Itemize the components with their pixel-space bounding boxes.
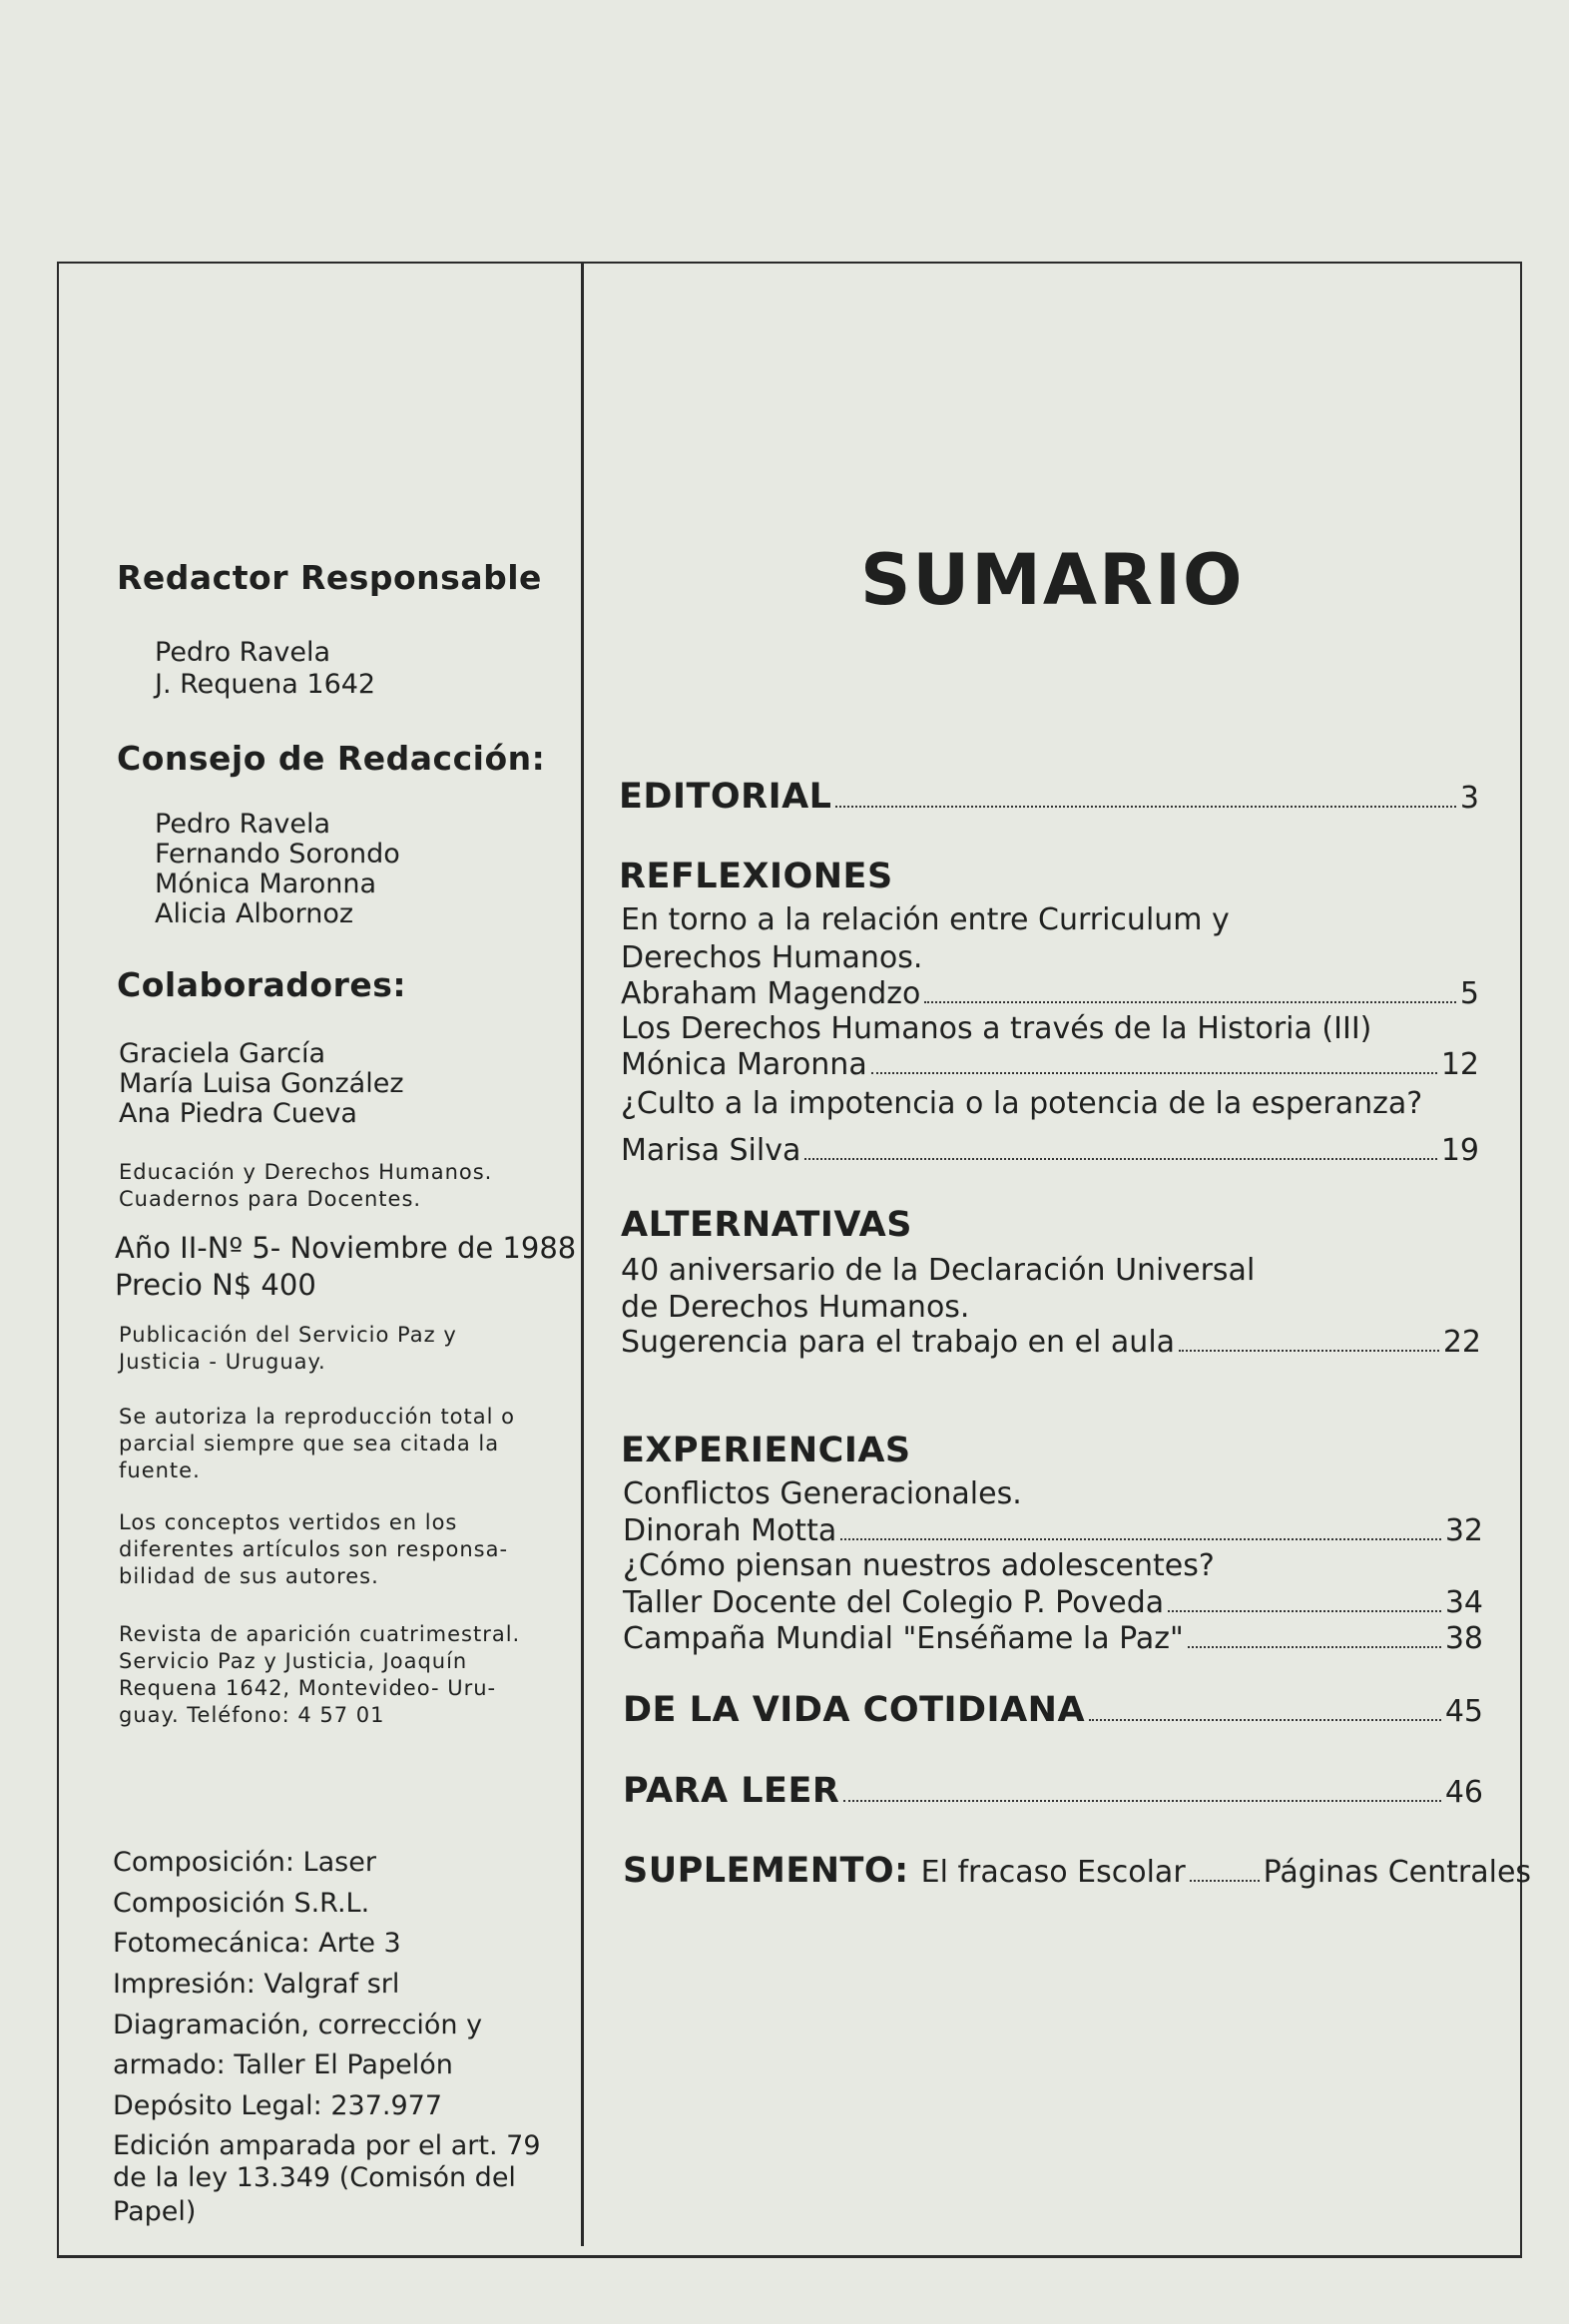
article-title: Derechos Humanos.	[621, 940, 923, 975]
dot-leader	[1188, 1646, 1441, 1648]
page-number: 34	[1444, 1585, 1483, 1620]
contact-info: guay. Teléfono: 4 57 01	[119, 1703, 385, 1727]
credits-line: Diagramación, corrección y	[113, 2010, 483, 2040]
article-author: Mónica Maronna	[621, 1047, 867, 1082]
toc-entry[interactable]	[623, 1585, 1483, 1621]
credits-line: de la ley 13.349 (Comisón del	[113, 2162, 516, 2193]
toc-vida-cotidiana[interactable]	[623, 1690, 1483, 1730]
dot-leader	[843, 1800, 1440, 1802]
toc-entry[interactable]	[623, 1621, 1483, 1657]
article-author: Marisa Silva	[621, 1133, 801, 1168]
consejo-member: Pedro Ravela	[155, 809, 331, 840]
toc-suplemento[interactable]	[623, 1851, 1532, 1891]
suplemento-pages: Páginas Centrales	[1263, 1855, 1532, 1890]
section-label: EDITORIAL	[619, 777, 832, 817]
colaboradores-heading: Colaboradores:	[117, 965, 407, 1004]
page-number: 12	[1440, 1047, 1479, 1082]
page-number: 22	[1442, 1325, 1481, 1360]
experiencias-heading: EXPERIENCIAS	[621, 1431, 911, 1470]
section-label: PARA LEER	[623, 1771, 840, 1811]
article-title: ¿Cómo piensan nuestros adolescentes?	[623, 1548, 1215, 1583]
toc-entry[interactable]	[621, 1325, 1481, 1361]
alternativas-heading: ALTERNATIVAS	[621, 1205, 912, 1245]
dot-leader	[1190, 1880, 1260, 1882]
section-label: DE LA VIDA COTIDIANA	[623, 1690, 1086, 1730]
page-number: 5	[1459, 976, 1479, 1011]
page-number: 32	[1444, 1513, 1483, 1548]
dot-leader	[804, 1158, 1436, 1160]
opinion-disclaimer: Los conceptos vertidos en los	[119, 1510, 458, 1534]
publisher-line: Publicación del Servicio Paz y	[119, 1323, 457, 1347]
article-title: En torno a la relación entre Curriculum y	[621, 902, 1230, 937]
consejo-member: Alicia Albornoz	[155, 898, 354, 929]
credits-line: Impresión: Valgraf srl	[113, 1969, 400, 2000]
credits-line: Edición amparada por el art. 79	[113, 2130, 541, 2161]
credits-line: Depósito Legal: 237.977	[113, 2090, 443, 2121]
article-author: Dinorah Motta	[623, 1513, 837, 1548]
dot-leader	[871, 1072, 1437, 1074]
publication-title: Educación y Derechos Humanos.	[119, 1160, 493, 1184]
toc-entry[interactable]	[623, 1513, 1483, 1549]
consejo-member: Fernando Sorondo	[155, 839, 400, 870]
credits-line: Composición S.R.L.	[113, 1888, 370, 1919]
credits-line: Papel)	[113, 2196, 197, 2227]
page-number: 3	[1459, 781, 1479, 816]
price: Precio N$ 400	[115, 1268, 316, 1302]
colaborador: Ana Piedra Cueva	[119, 1098, 357, 1129]
reflexiones-heading: REFLEXIONES	[619, 857, 893, 896]
contact-info: Servicio Paz y Justicia, Joaquín	[119, 1649, 468, 1673]
toc-entry[interactable]	[621, 976, 1479, 1012]
colaborador: Graciela García	[119, 1038, 326, 1069]
dot-leader	[1089, 1719, 1441, 1721]
redactor-address: J. Requena 1642	[155, 669, 376, 700]
contact-info: Revista de aparición cuatrimestral.	[119, 1622, 521, 1646]
dot-leader	[835, 806, 1455, 808]
dot-leader	[1168, 1610, 1441, 1612]
page-number: 38	[1444, 1621, 1483, 1656]
contact-info: Requena 1642, Montevideo- Uru-	[119, 1676, 497, 1700]
colaborador: María Luisa González	[119, 1068, 404, 1099]
credits-line: armado: Taller El Papelón	[113, 2049, 453, 2080]
dot-leader	[1179, 1350, 1439, 1352]
toc-para-leer[interactable]	[623, 1771, 1483, 1811]
consejo-member: Mónica Maronna	[155, 869, 377, 899]
article-title: Conflictos Generacionales.	[623, 1476, 1022, 1511]
issue-info: Año II-Nº 5- Noviembre de 1988	[115, 1231, 577, 1265]
sumario-title: SUMARIO	[860, 539, 1245, 621]
article-title: Los Derechos Humanos a través de la Historia (III)	[621, 1011, 1372, 1046]
suplemento-title: El fracaso Escolar	[920, 1855, 1186, 1890]
credits-line: Fotomecánica: Arte 3	[113, 1928, 401, 1959]
reproduction-note: Se autoriza la reproducción total o	[119, 1405, 515, 1429]
article-author: Abraham Magendzo	[621, 976, 921, 1011]
toc-editorial[interactable]	[619, 777, 1479, 817]
article-author: Taller Docente del Colegio P. Poveda	[623, 1585, 1165, 1620]
reproduction-note: parcial siempre que sea citada la	[119, 1432, 500, 1455]
publisher-line: Justicia - Uruguay.	[119, 1350, 326, 1374]
article-title: ¿Culto a la impotencia o la potencia de la esperanza?	[621, 1086, 1423, 1121]
redactor-name: Pedro Ravela	[155, 637, 331, 668]
toc-entry[interactable]	[621, 1133, 1479, 1169]
dot-leader	[924, 1001, 1456, 1003]
opinion-disclaimer: diferentes artículos son responsa-	[119, 1537, 509, 1561]
redactor-heading: Redactor Responsable	[117, 558, 542, 597]
credits-line: Composición: Laser	[113, 1847, 376, 1878]
toc-entry[interactable]	[621, 1047, 1479, 1083]
consejo-heading: Consejo de Redacción:	[117, 739, 546, 778]
section-label: SUPLEMENTO:	[623, 1851, 909, 1891]
opinion-disclaimer: bilidad de sus autores.	[119, 1564, 379, 1588]
column-divider	[581, 262, 584, 2246]
page-number: 19	[1440, 1133, 1479, 1168]
article-title: de Derechos Humanos.	[621, 1290, 970, 1325]
reproduction-note: fuente.	[119, 1458, 201, 1482]
publication-subtitle: Cuadernos para Docentes.	[119, 1187, 422, 1211]
dot-leader	[840, 1538, 1441, 1540]
article-title: Sugerencia para el trabajo en el aula	[621, 1325, 1176, 1360]
article-title: Campaña Mundial "Enséñame la Paz"	[623, 1621, 1184, 1656]
page-number: 46	[1444, 1775, 1483, 1810]
page-number: 45	[1444, 1694, 1483, 1729]
article-title: 40 aniversario de la Declaración Universal	[621, 1253, 1256, 1288]
